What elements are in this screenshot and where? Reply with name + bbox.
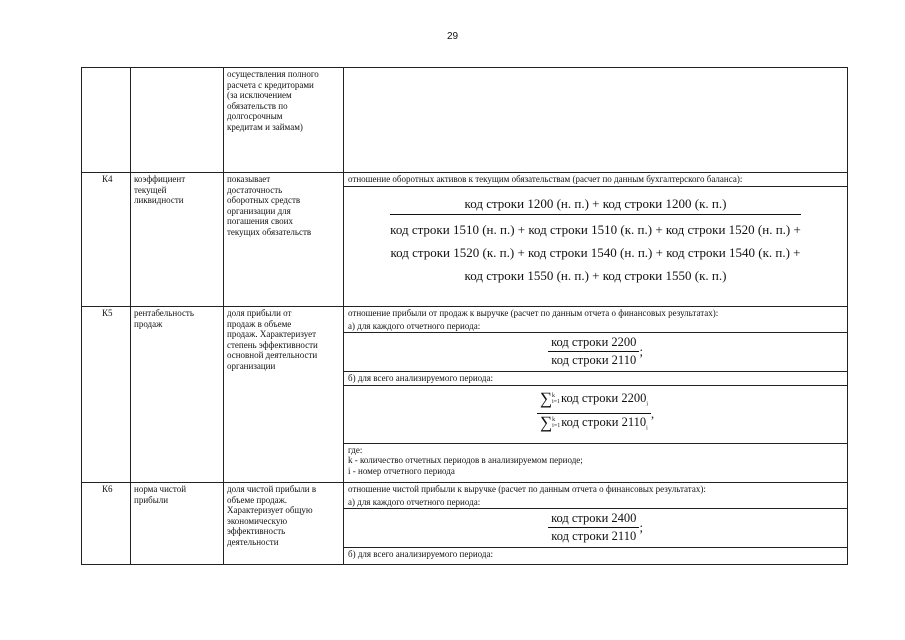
indicator-code: К5 — [82, 307, 131, 483]
part-b-label: б) для всего анализируемого периода: — [344, 371, 847, 385]
indicators-table-wrapper — [81, 67, 847, 565]
cell-formula-empty — [344, 68, 848, 173]
indicator-description — [224, 173, 344, 307]
indicator-description — [224, 307, 344, 483]
name-line: текущей — [134, 184, 167, 195]
part-a-label: а) для каждого отчетного периода: — [348, 496, 481, 507]
fraction-denominator: код строки 2110 — [551, 529, 637, 543]
fraction — [548, 334, 639, 369]
formula-box — [344, 186, 847, 293]
description-line: погашения своих — [227, 216, 293, 226]
sum-fraction — [537, 390, 651, 438]
description-line: эффективность — [227, 526, 286, 536]
description-line: доля прибыли от — [227, 308, 292, 318]
name-line: прибыли — [134, 494, 169, 505]
where-block — [344, 443, 847, 478]
sum-term: код строки 2110 — [561, 415, 647, 429]
name-line: рентабельность — [134, 308, 194, 318]
description-line: долгосрочным — [227, 111, 283, 121]
cell-name-empty — [131, 68, 224, 173]
sum-index: i — [646, 401, 649, 407]
sum-limits — [552, 417, 560, 429]
description-line: оборотных средств — [227, 195, 301, 205]
fraction-denominator — [537, 414, 651, 438]
indicator-code: К6 — [82, 483, 131, 565]
indicator-name — [131, 173, 224, 307]
formula-punctuation: ; — [639, 520, 643, 535]
description-line: осуществления полного — [227, 69, 319, 79]
fraction — [390, 193, 801, 287]
fraction-denominator: код строки 2110 — [551, 353, 637, 367]
table-row-k6 — [82, 483, 848, 565]
description-line: организации — [227, 360, 276, 371]
description-line: (за исключением — [227, 90, 292, 100]
description-line: показывает — [227, 174, 271, 184]
formula-intro: отношение прибыли от продаж к выручке (расчет по данным отчета о финансовых результатах): — [348, 308, 719, 318]
description-line: степень эффективности — [227, 339, 318, 350]
description-line: обязательств по — [227, 100, 288, 111]
description-line: доля чистой прибыли в — [227, 484, 317, 494]
description-line: деятельности — [227, 536, 279, 547]
cell-code-empty — [82, 68, 131, 173]
part-b-label: б) для всего анализируемого периода: — [344, 547, 847, 561]
formula-intro: отношение чистой прибыли к выручке (расчет по данным отчета о финансовых результатах): — [348, 484, 706, 494]
fraction — [548, 510, 639, 545]
sigma-icon: ∑ — [539, 388, 552, 408]
indicator-formula — [344, 307, 848, 483]
part-a-label: а) для каждого отчетного периода: — [348, 320, 481, 331]
description-line: основной деятельности — [227, 350, 318, 360]
description-line: кредитам и займам) — [227, 121, 303, 132]
formula-intro: отношение оборотных активов к текущим обязательствам (расчет по данным бухгалтерского баланса): — [348, 174, 743, 184]
fraction-denominator-line: код строки 1550 (н. п.) + код строки 1550 (к. п.) — [464, 267, 727, 283]
fraction-numerator: код строки 2200 — [548, 334, 639, 352]
description-line: расчета с кредиторами — [227, 79, 314, 90]
indicator-code: К4 — [82, 173, 131, 307]
description-line: продаж в объеме — [227, 318, 292, 329]
fraction-denominator-line: код строки 1510 (н. п.) + код строки 1510 (к. п.) + код строки 1520 (н. п.) + — [390, 221, 801, 237]
sum-index: i — [646, 425, 648, 432]
cell-description-continued — [224, 68, 344, 173]
indicator-formula — [344, 173, 848, 307]
indicator-name — [131, 483, 224, 565]
sum-expression — [540, 414, 648, 438]
description-line: продаж. Характеризует — [227, 329, 317, 339]
name-line: ликвидности — [134, 195, 184, 205]
name-line: коэффициент — [134, 174, 186, 184]
description-line: организации для — [227, 205, 291, 216]
formula-punctuation: ; — [639, 344, 643, 359]
limit-bottom: i=1 — [552, 423, 561, 430]
where-line: k - количество отчетных периодов в анализируемом периоде; — [348, 455, 583, 465]
fraction-numerator: код строки 2400 — [548, 510, 639, 528]
where-line: i - номер отчетного периода — [348, 465, 455, 476]
name-line: продаж — [134, 318, 163, 329]
indicators-table — [81, 67, 848, 565]
description-line: текущих обязательств — [227, 226, 312, 237]
table-row-continuation — [82, 68, 848, 173]
fraction-numerator: код строки 1200 (н. п.) + код строки 1200 (к. п.) — [390, 193, 801, 215]
formula-punctuation: , — [651, 406, 655, 421]
formula-box-b — [344, 385, 847, 443]
description-line: экономическую — [227, 515, 288, 526]
page-number: 29 — [446, 31, 459, 42]
sum-expression — [540, 390, 648, 414]
table-row-k4 — [82, 173, 848, 307]
limit-bottom: i=1 — [551, 398, 560, 405]
indicator-name — [131, 307, 224, 483]
sigma-icon: ∑ — [540, 413, 553, 432]
sum-term: код строки 2200 — [561, 390, 647, 405]
sum-limits — [552, 393, 560, 405]
description-line: Характеризует общую — [227, 505, 313, 515]
limit-top: k — [552, 417, 556, 424]
limit-top: k — [551, 392, 555, 399]
indicator-formula — [344, 483, 848, 565]
name-line: норма чистой — [134, 484, 187, 494]
fraction-denominator-line: код строки 1520 (к. п.) + код строки 1540 (н. п.) + код строки 1540 (к. п.) + — [390, 244, 801, 260]
table-row-k5 — [82, 307, 848, 483]
fraction-numerator — [537, 390, 651, 415]
formula-box-a — [344, 508, 847, 547]
indicator-description — [224, 483, 344, 565]
formula-box-a — [344, 332, 847, 371]
description-line: объеме продаж. — [227, 494, 288, 505]
description-line: достаточность — [227, 184, 283, 195]
where-line: где: — [348, 444, 363, 455]
